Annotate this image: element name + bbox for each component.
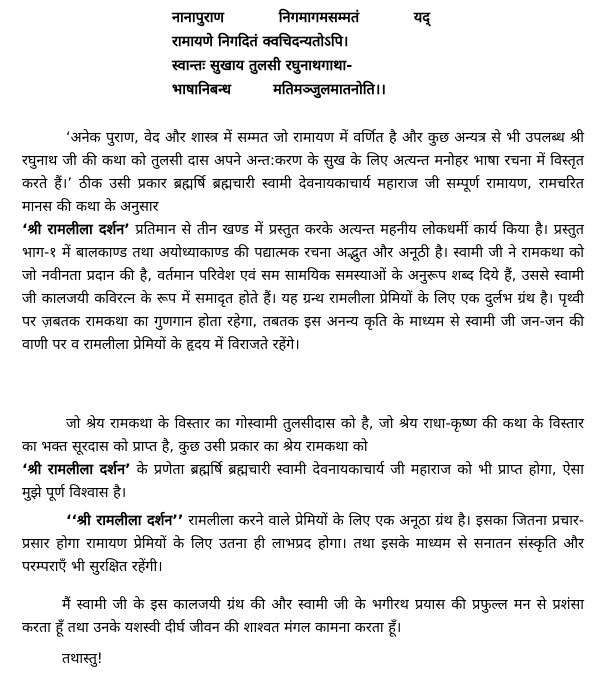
verse-word: भाषानिबन्ध bbox=[172, 82, 232, 98]
paragraph-text: प्रतिमान से तीन खण्ड में प्रस्तुत करके अत्यन्त महनीय लोकधर्मी कार्य किया है। प्रस्तुत भाग-१ में बालकाण्ड तथा अयोध्याकाण्ड की पद्यात्मक रचना अद्भुत और अनूठी है। स्वामी जी ने रामकथा को जो नवीनता प्रदान की है, वर्तमान परिवेश एवं सम सामयिक समस्याओं के अनुरूप शब्द दिये हैं, उससे स्वामी जी कालजयी कविरत्न के रूप में समादृत होते हैं। यह ग्रन्थ रामलीला प्रेमियों के लिए एक दुर्लभ ग्रंथ है। पृथ्वी पर ज़बतक रामकथा का गुणगान होता रहेगा, तबतक इस अनन्य कृति के माध्यम से स्वामी जी जन-जन की वाणी पर व रामलीला प्रेमियों के हृदय में विराजते रहेंगे। bbox=[22, 222, 584, 353]
paragraph-text: मैं स्वामी जी के इस कालजयी ग्रंथ की और स्वामी जी के भगीरथ प्रयास की प्रफुल्ल मन से प्रशंसा करता हूँ तथा उनके यशस्वी दीर्घ जीवन की शाश्वत मंगल कामना करता हूँ। bbox=[22, 597, 584, 636]
verse-text: रामायणे निगदितं क्वचिदन्यतोऽपि। bbox=[172, 34, 349, 50]
book-title: ‘श्री रामलीला दर्शन’ bbox=[22, 462, 131, 478]
verse-line-3 bbox=[172, 54, 430, 78]
verse-word: यद् bbox=[413, 10, 430, 26]
verse-word: मतिमञ्जुलमातनोति।। bbox=[273, 82, 386, 98]
verse-line-4 bbox=[172, 78, 430, 102]
book-title: ‘श्री रामलीला दर्शन’ bbox=[22, 222, 130, 238]
verse-line-1 bbox=[172, 6, 430, 30]
paragraph-2 bbox=[22, 413, 584, 505]
paragraph-4 bbox=[22, 594, 584, 640]
verse-word: निगमागमसम्मतं bbox=[278, 10, 360, 26]
paragraph-text: ‘अनेक पुराण, वेद और शास्त्र में सम्मत जो रामायण में वर्णित है और कुछ अन्यत्र से भी उपलब्ध श्री रघुनाथ जी की कथा को तुलसी दास अपने अन्त:करण के सुख के लिए अत्यन्त मनोहर भाषा रचना में विस्तृत करते हैं।’ ठीक उसी प्रकार ब्रह्मर्षि ब्रह्मचारी स्वामी देवनायकाचार्य महाराज जी सम्पूर्ण रामायण, रामचरित मानस की कथा के अनुसार bbox=[22, 130, 584, 215]
closing-text: तथास्तु! bbox=[62, 651, 103, 667]
sanskrit-verse bbox=[172, 6, 430, 102]
book-title: ‘‘श्री रामलीला दर्शन’’ bbox=[66, 513, 184, 529]
closing-word bbox=[22, 648, 584, 671]
paragraph-text: रामलीला करने वाले प्रेमियों के लिए एक अनूठा ग्रंथ है। इसका जितना प्रचार-प्रसार होगा रामायण प्रेमियों के लिए उतना ही लाभप्रद होगा। तथा इसके माध्यम से सनातन संस्कृति और परम्पराएँ भी सुरक्षित रहेंगी। bbox=[22, 513, 584, 575]
verse-text: स्वान्तः सुखाय तुलसी रघुनाथगाथा- bbox=[172, 58, 353, 74]
verse-line-2 bbox=[172, 30, 430, 54]
paragraph-text: के प्रणेता ब्रह्मर्षि ब्रह्मचारी स्वामी देवनायकाचार्य जी महाराज को भी प्राप्त होगा, ऐसा मुझे पूर्ण विश्वास है। bbox=[22, 462, 584, 501]
paragraph-1 bbox=[22, 127, 584, 357]
verse-word: नानापुराण bbox=[172, 10, 225, 26]
paragraph-3 bbox=[22, 510, 584, 579]
paragraph-text: जो श्रेय रामकथा के विस्तार का गोस्वामी तुलसीदास को है, जो श्रेय राधा-कृष्ण की कथा के विस्तार का भक्त सूरदास को प्राप्त है, कुछ उसी प्रकार का श्रेय रामकथा को bbox=[22, 416, 584, 455]
